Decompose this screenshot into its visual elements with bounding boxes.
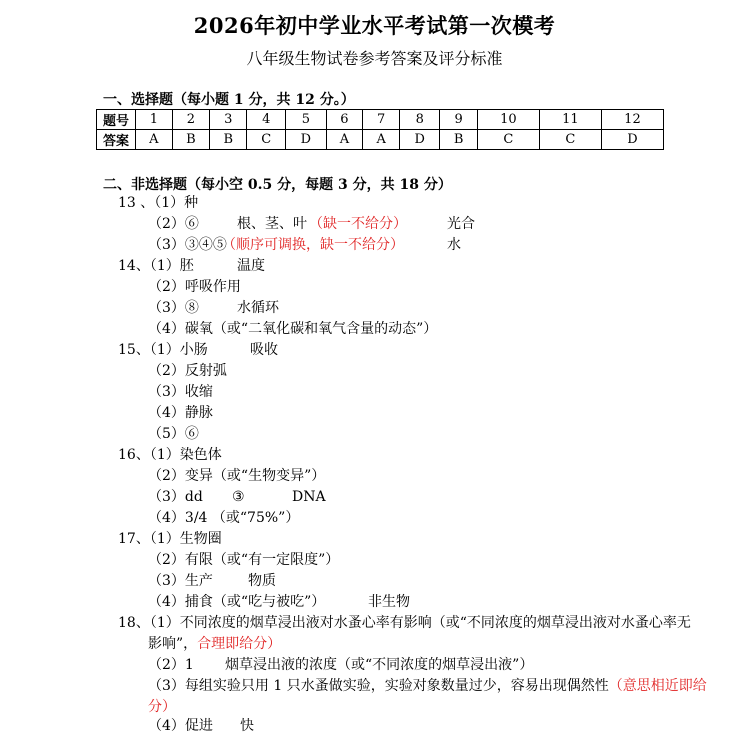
answer-cell: B [172,130,209,150]
page-title: 2026年初中学业水平考试第一次模考 [193,13,556,38]
q13-line2-organs: 根、茎、叶 [237,216,307,232]
q14-line1: 14、（1）胚 [118,258,194,274]
question-number: 6 [326,110,363,130]
answer-cell: C [477,130,539,150]
q15-line3: （3）收缩 [148,384,213,400]
q18-line1: 18、（1）不同浓度的烟草浸出液对水蚤心率有影响（或“不同浓度的烟草浸出液对水蚤心率无 [118,615,691,631]
q13-line2-answer: 光合 [447,216,475,232]
answer-cell: D [601,130,663,150]
section1-heading: 一、选择题（每小题 1 分，共 12 分。） [103,92,355,108]
q17-line4: （4）捕食（或“吃与被吃”） [148,594,326,610]
answer-cell: B [210,130,247,150]
q16-line1: 16、（1）染色体 [118,447,222,463]
q17-line3: （3）生产 [148,573,213,589]
q16-line3: （3）dd [148,489,203,505]
q14-line4: （4）碳氧（或“二氧化碳和氧气含量的动态”） [148,321,438,337]
q18-line3-text: （3）每组实验只用 1 只水蚤做实验，实验对象数量过少，容易出现偶然性 [148,678,609,694]
answer-cell: A [136,130,173,150]
answer-cell: D [400,130,440,150]
question-number: 4 [247,110,286,130]
q17-line4-answer: 非生物 [368,594,410,610]
question-number: 5 [286,110,326,130]
q18-line4: （4）促进 [148,718,213,734]
q17-line1: 17、（1）生物圈 [118,531,222,547]
q15-line1-answer: 吸收 [250,342,278,358]
answer-cell: D [286,130,326,150]
answer-cell: C [247,130,286,150]
question-number: 8 [400,110,440,130]
q18-line1-note: 合理即给分） [197,636,282,652]
q13-line3: （3）③④⑤ [148,237,227,253]
answer-cell: C [539,130,601,150]
q18-line2: （2）1 [148,657,194,673]
q15-line4: （4）静脉 [148,405,213,421]
q17-line2: （2）有限（或“有一定限度”） [148,552,340,568]
table-row-answers [97,130,664,150]
q18-line1-cont-text: 影响”， [148,636,198,652]
table-row-numbers [97,110,664,130]
q18-line4-answer: 快 [240,718,254,734]
question-number: 9 [440,110,477,130]
question-number: 10 [477,110,539,130]
q18-line3-note-cont: 分） [148,699,176,715]
question-number: 7 [363,110,400,130]
q13-line2: （2）⑥ [148,216,199,232]
q16-line4: （4）3/4 （或“75%”） [148,510,300,526]
q13-line3-answer: 水 [447,237,461,253]
question-number: 12 [601,110,663,130]
question-number: 2 [172,110,209,130]
answer-cell: A [326,130,363,150]
q18-line3 [148,676,707,696]
q16-line2: （2）变异（或“生物变异”） [148,468,326,484]
question-number: 3 [210,110,247,130]
q15-line2: （2）反射弧 [148,363,227,379]
q15-line5: （5）⑥ [148,426,199,442]
answer-cell: B [440,130,477,150]
row-label-number: 题号 [97,110,136,130]
q16-line3-answer3: DNA [292,489,326,505]
q13-line3-note: （顺序可调换，缺一不给分） [222,237,404,253]
q18-line2-answer: 烟草浸出液的浓度（或“不同浓度的烟草浸出液”） [225,657,534,673]
q13-line1: 13 、（1）种 [118,195,199,211]
q18-line3-note: （意思相近即给 [608,678,707,694]
q14-line3-answer: 水循环 [237,300,279,316]
page-subtitle: 八年级生物试卷参考答案及评分标准 [246,49,503,68]
q17-line3-answer: 物质 [248,573,276,589]
row-label-answer: 答案 [97,130,136,150]
q18-line1-cont [148,634,281,654]
q14-line3: （3）⑧ [148,300,199,316]
q13-line2-note: （缺一不给分） [309,216,407,232]
q16-line3-answer2: ③ [232,489,245,505]
answer-cell: A [363,130,400,150]
answer-table [96,109,664,150]
section2-heading: 二、非选择题（每小空 0.5 分，每题 3 分，共 18 分） [103,177,452,193]
q14-line1-answer: 温度 [237,258,265,274]
question-number: 1 [136,110,173,130]
question-number: 11 [539,110,601,130]
q14-line2: （2）呼吸作用 [148,279,241,295]
q15-line1: 15、（1）小肠 [118,342,208,358]
